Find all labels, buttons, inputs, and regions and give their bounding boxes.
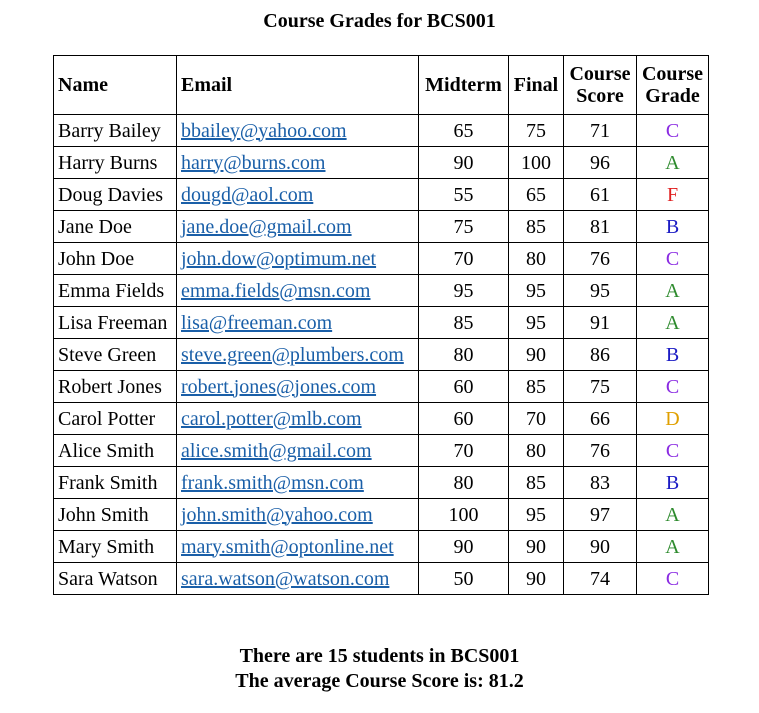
final-cell: 85 [509, 211, 564, 243]
course-grade-cell: C [637, 563, 709, 595]
course-score-cell: 83 [564, 467, 637, 499]
email-link[interactable]: robert.jones@jones.com [181, 375, 377, 398]
header-course-grade-line1: Course [641, 63, 704, 85]
midterm-cell: 60 [419, 403, 509, 435]
email-cell [177, 403, 419, 435]
course-grade-cell: C [637, 115, 709, 147]
table-row [54, 115, 709, 147]
course-score-cell: 74 [564, 563, 637, 595]
grades-table-body [54, 115, 709, 595]
midterm-cell: 100 [419, 499, 509, 531]
email-cell [177, 243, 419, 275]
course-score-cell: 81 [564, 211, 637, 243]
course-score-cell: 61 [564, 179, 637, 211]
table-row [54, 531, 709, 563]
course-score-cell: 66 [564, 403, 637, 435]
email-link[interactable]: john.dow@optimum.net [181, 247, 377, 270]
course-score-cell: 86 [564, 339, 637, 371]
table-row [54, 243, 709, 275]
student-count-text: There are 15 students in BCS001 [239, 645, 520, 667]
email-cell [177, 179, 419, 211]
table-row [54, 307, 709, 339]
midterm-cell: 50 [419, 563, 509, 595]
course-grade-cell: A [637, 499, 709, 531]
midterm-cell: 75 [419, 211, 509, 243]
final-cell: 80 [509, 435, 564, 467]
course-score-cell: 95 [564, 275, 637, 307]
header-email: Email [177, 56, 419, 115]
email-cell [177, 563, 419, 595]
course-grade-cell: C [637, 371, 709, 403]
final-cell: 85 [509, 371, 564, 403]
course-grade-cell: A [637, 147, 709, 179]
email-link[interactable]: john.smith@yahoo.com [181, 503, 373, 526]
email-link[interactable]: mary.smith@optonline.net [181, 535, 394, 558]
email-link[interactable]: lisa@freeman.com [181, 311, 333, 334]
page-title: Course Grades for BCS001 [263, 10, 496, 32]
email-link[interactable]: dougd@aol.com [181, 183, 314, 206]
email-link[interactable]: alice.smith@gmail.com [181, 439, 372, 462]
course-grade-cell: B [637, 211, 709, 243]
email-cell [177, 467, 419, 499]
email-cell [177, 435, 419, 467]
student-name-cell: Doug Davies [54, 179, 177, 211]
course-grade-cell: F [637, 179, 709, 211]
final-cell: 95 [509, 499, 564, 531]
midterm-cell: 80 [419, 339, 509, 371]
final-cell: 90 [509, 563, 564, 595]
course-score-cell: 97 [564, 499, 637, 531]
course-grade-cell: A [637, 531, 709, 563]
email-cell [177, 499, 419, 531]
course-grade-cell: D [637, 403, 709, 435]
course-score-cell: 75 [564, 371, 637, 403]
final-cell: 95 [509, 307, 564, 339]
student-name-cell: John Smith [54, 499, 177, 531]
course-score-cell: 96 [564, 147, 637, 179]
email-link[interactable]: jane.doe@gmail.com [181, 215, 352, 238]
course-grade-cell: C [637, 243, 709, 275]
course-score-cell: 71 [564, 115, 637, 147]
email-cell [177, 115, 419, 147]
student-name-cell: Mary Smith [54, 531, 177, 563]
table-row [54, 211, 709, 243]
final-cell: 75 [509, 115, 564, 147]
header-course-score [564, 56, 637, 115]
course-score-cell: 91 [564, 307, 637, 339]
table-row [54, 339, 709, 371]
course-grade-cell: A [637, 275, 709, 307]
email-link[interactable]: bbailey@yahoo.com [181, 119, 347, 142]
student-name-cell: Sara Watson [54, 563, 177, 595]
email-cell [177, 275, 419, 307]
course-score-cell: 90 [564, 531, 637, 563]
midterm-cell: 85 [419, 307, 509, 339]
midterm-cell: 90 [419, 147, 509, 179]
final-cell: 80 [509, 243, 564, 275]
header-course-grade [637, 56, 709, 115]
midterm-cell: 60 [419, 371, 509, 403]
table-header-row [54, 56, 709, 115]
table-row [54, 275, 709, 307]
average-score-text: The average Course Score is: 81.2 [235, 670, 524, 692]
email-cell [177, 531, 419, 563]
course-grade-cell: C [637, 435, 709, 467]
course-grade-cell: B [637, 339, 709, 371]
header-course-score-line2: Score [576, 85, 624, 107]
student-name-cell: John Doe [54, 243, 177, 275]
email-link[interactable]: emma.fields@msn.com [181, 279, 371, 302]
student-name-cell: Jane Doe [54, 211, 177, 243]
midterm-cell: 70 [419, 435, 509, 467]
student-name-cell: Harry Burns [54, 147, 177, 179]
student-name-cell: Alice Smith [54, 435, 177, 467]
final-cell: 100 [509, 147, 564, 179]
email-cell [177, 147, 419, 179]
email-cell [177, 371, 419, 403]
table-row [54, 435, 709, 467]
final-cell: 95 [509, 275, 564, 307]
email-link[interactable]: frank.smith@msn.com [181, 471, 364, 494]
table-row [54, 467, 709, 499]
table-row [54, 499, 709, 531]
course-score-cell: 76 [564, 435, 637, 467]
student-name-cell: Frank Smith [54, 467, 177, 499]
email-link[interactable]: sara.watson@watson.com [181, 567, 390, 590]
course-grade-cell: B [637, 467, 709, 499]
student-name-cell: Robert Jones [54, 371, 177, 403]
header-final: Final [509, 56, 564, 115]
midterm-cell: 55 [419, 179, 509, 211]
final-cell: 85 [509, 467, 564, 499]
table-row [54, 179, 709, 211]
course-score-cell: 76 [564, 243, 637, 275]
email-link[interactable]: carol.potter@mlb.com [181, 407, 362, 430]
midterm-cell: 95 [419, 275, 509, 307]
header-name: Name [54, 56, 177, 115]
header-midterm: Midterm [419, 56, 509, 115]
final-cell: 90 [509, 339, 564, 371]
student-name-cell: Steve Green [54, 339, 177, 371]
header-course-grade-line2: Grade [645, 85, 700, 107]
table-row [54, 371, 709, 403]
final-cell: 65 [509, 179, 564, 211]
midterm-cell: 70 [419, 243, 509, 275]
table-row [54, 147, 709, 179]
student-name-cell: Emma Fields [54, 275, 177, 307]
email-link[interactable]: harry@burns.com [181, 151, 326, 174]
midterm-cell: 90 [419, 531, 509, 563]
table-row [54, 403, 709, 435]
email-cell [177, 211, 419, 243]
student-name-cell: Lisa Freeman [54, 307, 177, 339]
email-cell [177, 339, 419, 371]
header-course-score-line1: Course [569, 63, 631, 85]
student-name-cell: Carol Potter [54, 403, 177, 435]
final-cell: 90 [509, 531, 564, 563]
email-cell [177, 307, 419, 339]
midterm-cell: 80 [419, 467, 509, 499]
grades-table [53, 55, 709, 595]
final-cell: 70 [509, 403, 564, 435]
table-row [54, 563, 709, 595]
student-name-cell: Barry Bailey [54, 115, 177, 147]
email-link[interactable]: steve.green@plumbers.com [181, 343, 404, 366]
midterm-cell: 65 [419, 115, 509, 147]
course-grade-cell: A [637, 307, 709, 339]
